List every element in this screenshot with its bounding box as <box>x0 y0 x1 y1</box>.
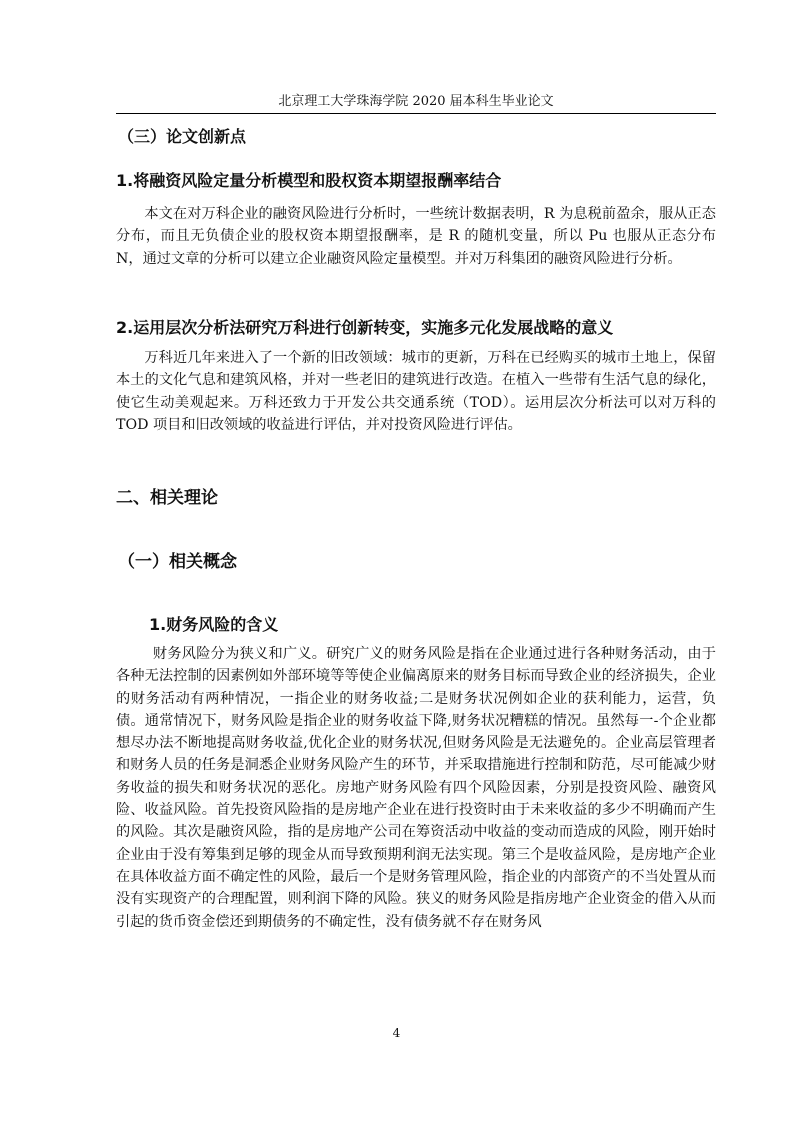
header-rule <box>116 113 716 114</box>
subsection-heading-innovation-1: 1.将融资风险定量分析模型和股权资本期望报酬率结合 <box>116 171 502 190</box>
section-heading-innovation: （三）论文创新点 <box>118 127 247 146</box>
paragraph-innovation-1: 本文在对万科企业的融资风险进行分析时，一些统计数据表明，R 为息税前盈余，服从正态分布，而且无负债企业的股权资本期望报酬率，是 R 的随机变量，所以 Pu 也服从正态分布 N，通过文章的分析可以建立企业融资风险定量模型。并对万科集团的融资风险进行分析。 <box>116 206 716 267</box>
paragraph-innovation-2: 万科近几年来进入了一个新的旧改领域：城市的更新，万科在已经购买的城市土地上，保留本土的文化气息和建筑风格，并对一些老旧的建筑进行改造。在植入一些带有生活气息的绿化，使它生动美观起来。万科还致力于开发公共交通系统（TOD）。运用层次分析法可以对万科的 TOD 项目和旧改领域的收益进行评估，并对投资风险进行评估。 <box>116 350 716 433</box>
page-number: 4 <box>392 1026 401 1040</box>
running-header: 北京理工大学珠海学院 2020 届本科生毕业论文 <box>278 94 554 109</box>
chapter-heading-theory: 二、相关理论 <box>116 488 218 508</box>
section-heading-concepts: （一）相关概念 <box>118 552 237 572</box>
paragraph-financial-risk: 财务风险分为狭义和广义。研究广义的财务风险是指在企业通过进行各种财务活动，由于各种无法控制的因素例如外部环境等等使企业偏离原来的财务目标而导致企业的经济损失，企业的财务活动有两种情况，一指企业的财务收益;二是财务状况例如企业的获利能力，运营，负债。通常情况下，财务风险是指企业的财务收益下降,财务状况糟糕的情况。虽然每一-个企业都想尽办法不断地提高财务收益,优化企业的财务状况,但财务风险是无法避免的。企业高层管理者和财务人员的任务是洞悉企业财务风险产生的环节，并采取措施进行控制和防范，尽可能减少财务收益的损失和财务状况的恶化。房地产财务风险有四个风险因素，分别是投资风险、融资风险、收益风险。首先投资风险指的是房地产企业在进行投资时由于未来收益的多少不明确而产生的风险。其次是融资风险，指的是房地产公司在筹资活动中收益的变动而造成的风险，刚开始时企业由于没有筹集到足够的现金从而导致预期利润无法实现。第三个是收益风险，是房地产企业在具体收益方面不确定性的风险，最后一个是财务管理风险，指企业的内部资产的不当处置从而没有实现资产的合理配置，则利润下降的风险。狭义的财务风险是指房地产企业资金的借入从而引起的货币资金偿还到期债务的不确定性，没有债务就不存在财务风 <box>116 646 716 930</box>
subsection-heading-financial-risk: 1.财务风险的含义 <box>149 615 279 634</box>
subsection-heading-innovation-2: 2.运用层次分析法研究万科进行创新转变，实施多元化发展战略的意义 <box>116 318 614 337</box>
